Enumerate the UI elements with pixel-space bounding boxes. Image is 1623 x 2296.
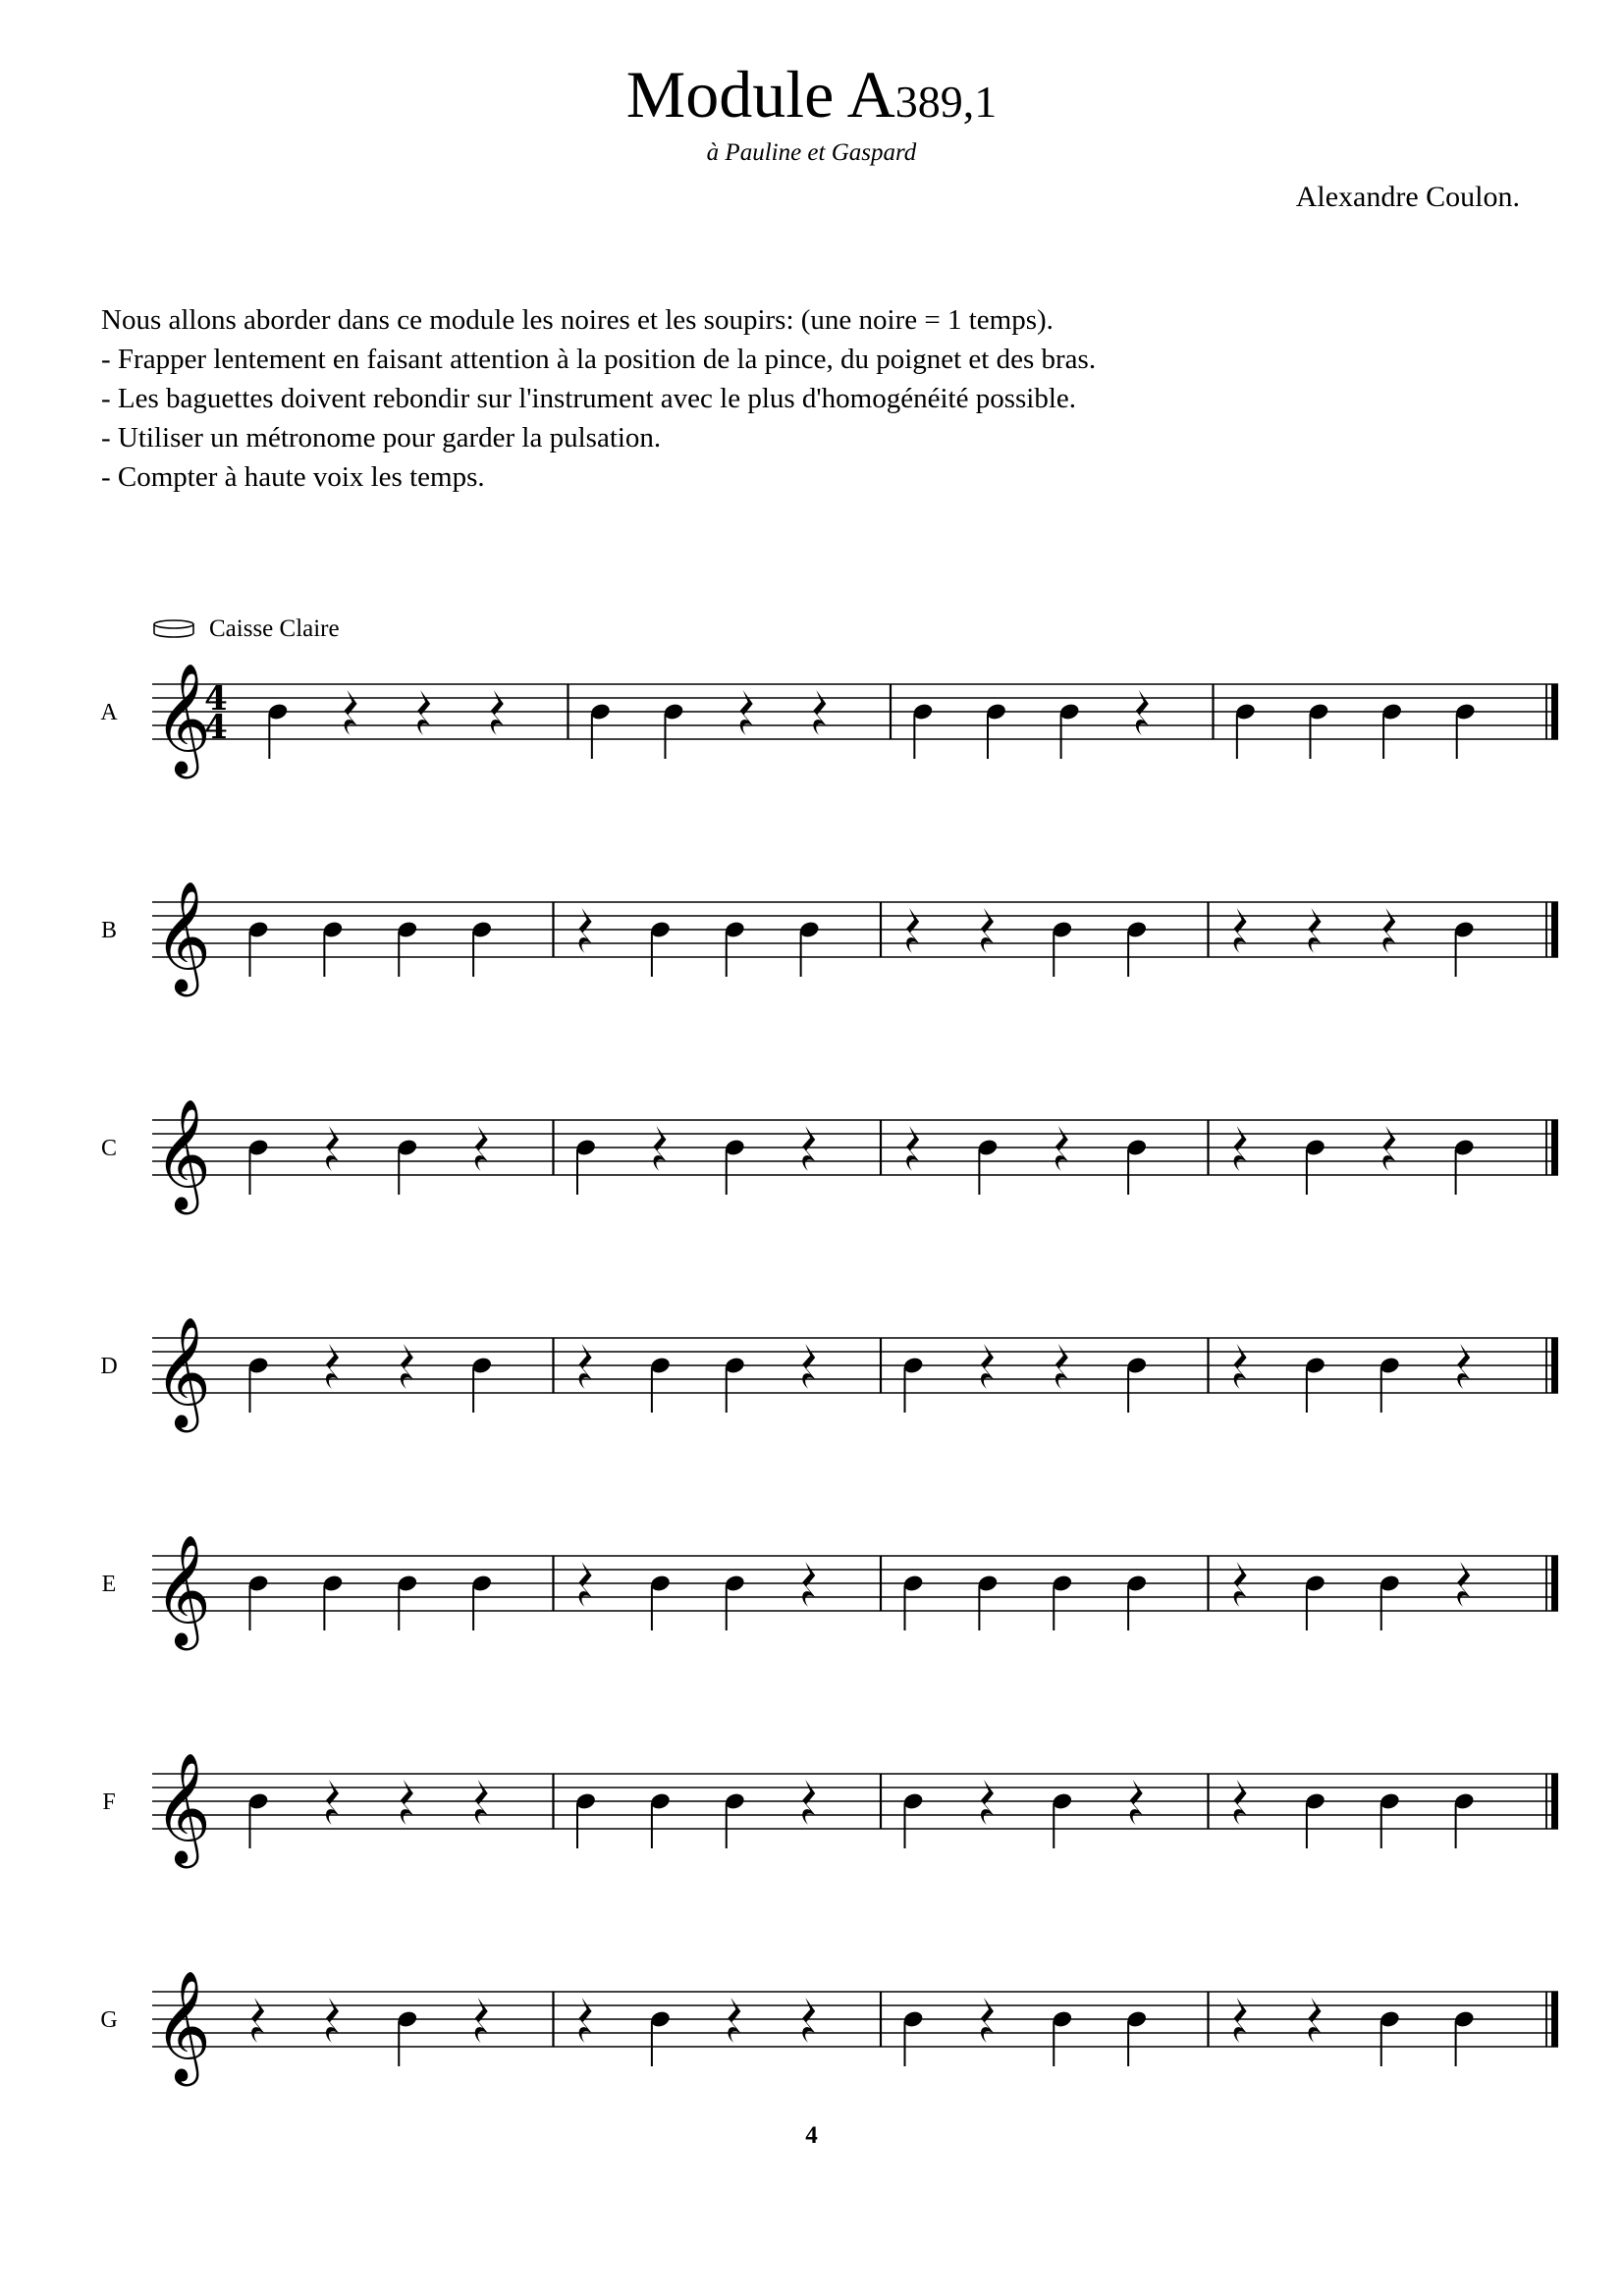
final-bar-thick [1551, 1556, 1558, 1611]
quarter-rest [981, 1998, 994, 2043]
quarter-note [724, 1791, 746, 1848]
quarter-rest [326, 1126, 339, 1171]
quarter-note [1052, 2009, 1074, 2066]
quarter-rest [326, 1344, 339, 1389]
treble-clef: 𝄞 [154, 1098, 211, 1210]
staff-row-e [102, 1534, 1558, 1651]
quarter-rest [417, 690, 430, 735]
time-signature-numerator: 4 [204, 679, 228, 719]
quarter-rest [802, 1344, 815, 1389]
quarter-note [724, 1356, 746, 1413]
treble-clef: 𝄞 [154, 1316, 211, 1428]
quarter-note [1304, 1574, 1326, 1630]
quarter-note [1125, 920, 1148, 977]
quarter-note [649, 1356, 672, 1413]
quarter-note [1052, 1574, 1074, 1630]
quarter-rest [1234, 1126, 1247, 1171]
quarter-rest [1234, 1780, 1247, 1825]
quarter-note [397, 1574, 419, 1630]
quarter-rest [1055, 1126, 1068, 1171]
treble-clef: 𝄞 [154, 1752, 211, 1864]
quarter-rest [981, 1344, 994, 1389]
title-number: 389,1 [894, 77, 998, 127]
quarter-rest [802, 1562, 815, 1607]
quarter-note [470, 1356, 493, 1413]
row-label: C [100, 1136, 118, 1161]
instruction-line: - Utiliser un métronome pour garder la pulsation. [101, 422, 662, 454]
quarter-rest [981, 1780, 994, 1825]
quarter-rest [1234, 908, 1247, 953]
final-bar-thick [1551, 684, 1558, 739]
staff-row-b [101, 881, 1558, 997]
quarter-note [649, 920, 672, 977]
staff-row-f [102, 1752, 1558, 1869]
quarter-note [397, 920, 419, 977]
treble-clef: 𝄞 [154, 1534, 211, 1646]
quarter-note [985, 702, 1007, 759]
quarter-note [649, 1574, 672, 1630]
quarter-note [1125, 1138, 1148, 1195]
quarter-rest [579, 1562, 592, 1607]
quarter-note [574, 1138, 597, 1195]
quarter-note [1379, 1574, 1401, 1630]
final-bar-thick [1551, 1120, 1558, 1175]
instruction-line: Nous allons aborder dans ce module les noires et les soupirs: (une noire = 1 temps). [101, 304, 1054, 336]
quarter-note [1304, 1356, 1326, 1413]
quarter-rest [813, 690, 826, 735]
instruction-line: - Frapper lentement en faisant attention à la position de la pince, du poignet et des bras. [101, 344, 1097, 375]
quarter-note [649, 2009, 672, 2066]
quarter-note [798, 920, 821, 977]
final-bar-thick [1551, 1774, 1558, 1829]
quarter-rest [1457, 1344, 1470, 1389]
quarter-rest [579, 1998, 592, 2043]
instrument-name: Caisse Claire [209, 615, 340, 642]
quarter-rest [802, 1780, 815, 1825]
quarter-note [247, 1138, 270, 1195]
quarter-rest [653, 1126, 666, 1171]
quarter-rest [740, 690, 753, 735]
quarter-note [724, 1574, 746, 1630]
page-number: 4 [805, 2122, 818, 2149]
quarter-note [649, 1791, 672, 1848]
quarter-note [1308, 702, 1330, 759]
row-label: A [100, 700, 118, 725]
instruction-line: - Compter à haute voix les temps. [101, 461, 485, 493]
instruction-line: - Les baguettes doivent rebondir sur l'instrument avec le plus d'homogénéité possible. [101, 383, 1076, 414]
quarter-note [724, 920, 746, 977]
quarter-rest [1234, 1998, 1247, 2043]
quarter-rest [475, 1998, 488, 2043]
quarter-rest [579, 908, 592, 953]
quarter-note [397, 2009, 419, 2066]
quarter-note [1379, 1356, 1401, 1413]
quarter-note [589, 702, 612, 759]
quarter-note [902, 1791, 925, 1848]
quarter-note [1379, 1791, 1401, 1848]
quarter-rest [326, 1780, 339, 1825]
quarter-rest [475, 1126, 488, 1171]
title-main: Module A [625, 57, 895, 132]
quarter-rest [491, 690, 504, 735]
staff-row-d [100, 1316, 1558, 1433]
quarter-note [247, 1356, 270, 1413]
quarter-note [912, 702, 935, 759]
treble-clef: 𝄞 [154, 1970, 211, 2082]
quarter-rest [1382, 1126, 1395, 1171]
quarter-rest [802, 1126, 815, 1171]
quarter-note [1453, 1791, 1476, 1848]
row-label: D [100, 1354, 118, 1379]
quarter-rest [1457, 1562, 1470, 1607]
quarter-rest [401, 1344, 413, 1389]
quarter-rest [802, 1998, 815, 2043]
quarter-note [322, 1574, 345, 1630]
final-bar-thick [1551, 902, 1558, 957]
quarter-note [1304, 1791, 1326, 1848]
treble-clef: 𝄞 [154, 881, 211, 992]
quarter-rest [251, 1998, 264, 2043]
quarter-note [1058, 702, 1081, 759]
quarter-rest [1308, 908, 1321, 953]
quarter-rest [1308, 1998, 1321, 2043]
quarter-note [1234, 702, 1257, 759]
quarter-note [1454, 702, 1477, 759]
row-label: E [101, 1572, 117, 1597]
quarter-note [1125, 1574, 1148, 1630]
row-label: F [102, 1789, 116, 1815]
staff-row-g [100, 1970, 1558, 2087]
dedication: à Pauline et Gaspard [706, 139, 917, 166]
quarter-rest [1234, 1562, 1247, 1607]
quarter-rest [1130, 1780, 1143, 1825]
quarter-note [1125, 1356, 1148, 1413]
quarter-note [977, 1574, 1000, 1630]
quarter-note [724, 1138, 746, 1195]
quarter-note [977, 1138, 1000, 1195]
quarter-rest [1234, 1344, 1247, 1389]
time-signature-denominator: 4 [204, 708, 228, 747]
final-bar-thick [1551, 1338, 1558, 1393]
quarter-note [663, 702, 685, 759]
quarter-note [267, 702, 290, 759]
quarter-note [1125, 2009, 1148, 2066]
quarter-rest [1055, 1344, 1068, 1389]
quarter-note [1304, 1138, 1326, 1195]
quarter-note [247, 1574, 270, 1630]
quarter-note [902, 1574, 925, 1630]
treble-clef: 𝄞 [154, 663, 211, 774]
quarter-note [574, 1791, 597, 1848]
quarter-rest [345, 690, 357, 735]
quarter-rest [906, 908, 919, 953]
quarter-note [470, 920, 493, 977]
staff-row-c [101, 1098, 1558, 1215]
quarter-note [902, 1356, 925, 1413]
quarter-note [1052, 1791, 1074, 1848]
quarter-rest [1136, 690, 1149, 735]
quarter-rest [1382, 908, 1395, 953]
quarter-note [1453, 1138, 1476, 1195]
quarter-note [1052, 920, 1074, 977]
quarter-rest [401, 1780, 413, 1825]
quarter-note [902, 2009, 925, 2066]
composer-name: Alexandre Coulon. [1295, 181, 1520, 213]
quarter-note [470, 1574, 493, 1630]
quarter-rest [475, 1780, 488, 1825]
row-label: B [100, 918, 118, 943]
quarter-rest [981, 908, 994, 953]
quarter-note [1380, 702, 1403, 759]
row-label: G [100, 2007, 118, 2033]
quarter-note [247, 920, 270, 977]
quarter-note [1453, 2009, 1476, 2066]
final-bar-thick [1551, 1992, 1558, 2047]
quarter-note [247, 1791, 270, 1848]
quarter-note [322, 920, 345, 977]
quarter-rest [906, 1126, 919, 1171]
quarter-rest [326, 1998, 339, 2043]
quarter-note [1453, 920, 1476, 977]
quarter-rest [579, 1344, 592, 1389]
quarter-note [397, 1138, 419, 1195]
quarter-rest [728, 1998, 740, 2043]
quarter-note [1379, 2009, 1401, 2066]
staff-row-a [100, 663, 1558, 779]
